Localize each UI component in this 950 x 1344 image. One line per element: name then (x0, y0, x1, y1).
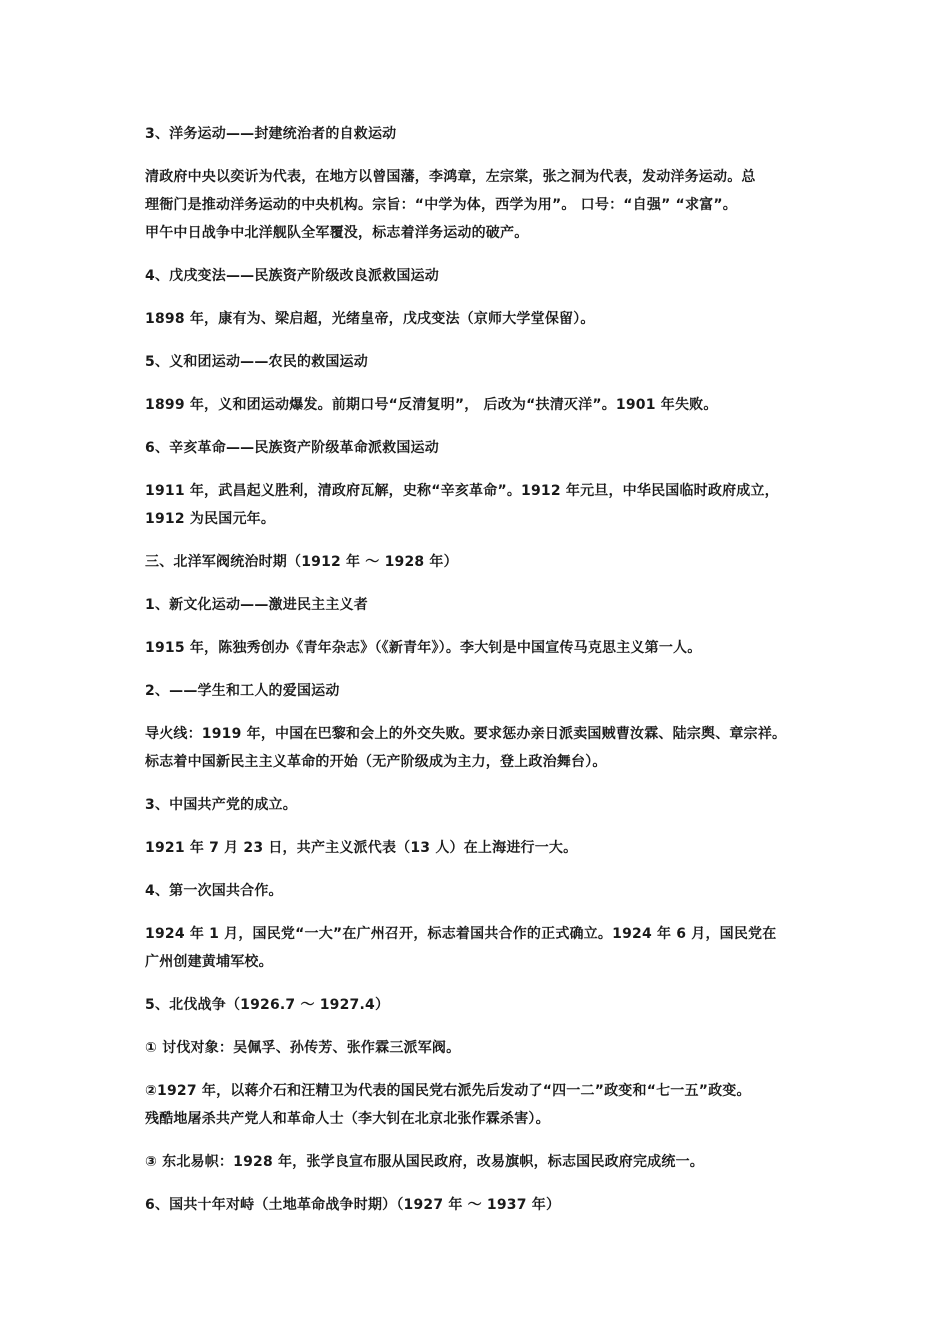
heading-beiyang (145, 548, 825, 576)
text-line: 理衙门是推动洋务运动的中央机构。宗旨：“中学为体，西学为用”。 口号：“自强” “求富”。 (145, 197, 737, 213)
text-line: 导火线：1919 年，中国在巴黎和会上的外交失败。要求惩办亲日派卖国贼曹汝霖、陆宗舆、章宗祥。 (145, 726, 787, 742)
paragraph-xinhai (145, 477, 825, 533)
text-line: 1899 年，义和团运动爆发。前期口号“反清复明”， 后改为“扶清灭洋”。1901 年失败。 (145, 397, 718, 413)
paragraph-guogong (145, 920, 825, 976)
text-line: 4、戊戌变法——民族资产阶级改良派救国运动 (145, 268, 439, 284)
text-line: 6、辛亥革命——民族资产阶级革命派救国运动 (145, 440, 439, 456)
text-line: 1921 年 7 月 23 日，共产主义派代表（13 人）在上海进行一大。 (145, 840, 578, 856)
text-line: 甲午中日战争中北洋舰队全军覆没，标志着洋务运动的破产。 (145, 225, 529, 241)
text-line: 5、义和团运动——农民的救国运动 (145, 354, 368, 370)
text-line: 1911 年，武昌起义胜利，清政府瓦解，史称“辛亥革命”。1912 年元旦，中华民国临时政府成立， (145, 483, 779, 499)
paragraph-beifa-1 (145, 1034, 825, 1062)
text-line: ① 讨伐对象：吴佩孚、孙传芳、张作霖三派军阀。 (145, 1040, 461, 1056)
text-line: ③ 东北易帜：1928 年，张学良宣布服从国民政府，改易旗帜，标志国民政府完成统一。 (145, 1154, 704, 1170)
heading-yihetuan (145, 348, 825, 376)
heading-beifa (145, 991, 825, 1019)
paragraph-yihetuan (145, 391, 825, 419)
paragraph-gongchandang (145, 834, 825, 862)
text-line: 5、北伐战争（1926.7 ～ 1927.4） (145, 997, 390, 1013)
text-line: 3、中国共产党的成立。 (145, 797, 297, 813)
text-line: 1、新文化运动——激进民主主义者 (145, 597, 368, 613)
text-line: 1924 年 1 月，国民党“一大”在广州召开，标志着国共合作的正式确立。1924 年 6 月，国民党在 (145, 926, 777, 942)
text-line: 1915 年，陈独秀创办《青年杂志》（《新青年》）。李大钊是中国宣传马克思主义第一人。 (145, 640, 702, 656)
paragraph-xinwenhua (145, 634, 825, 662)
paragraph-aiguo (145, 720, 825, 776)
heading-yangwu (145, 120, 825, 148)
text-line: 4、第一次国共合作。 (145, 883, 283, 899)
text-line: 2、——学生和工人的爱国运动 (145, 683, 340, 699)
text-line: 标志着中国新民主主义革命的开始（无产阶级成为主力，登上政治舞台）。 (145, 754, 607, 770)
text-line: 3、洋务运动——封建统治者的自救运动 (145, 126, 397, 142)
paragraph-yangwu (145, 163, 825, 247)
text-line: 1912 为民国元年。 (145, 511, 276, 527)
text-line: 广州创建黄埔军校。 (145, 954, 273, 970)
paragraph-wuxu (145, 305, 825, 333)
document-body (145, 120, 825, 1234)
heading-xinwenhua (145, 591, 825, 619)
paragraph-beifa-2 (145, 1077, 825, 1133)
heading-gongchandang (145, 791, 825, 819)
heading-guogong (145, 877, 825, 905)
text-line: ②1927 年，以蒋介石和汪精卫为代表的国民党右派先后发动了“四一二”政变和“七一五”政变。 (145, 1083, 751, 1099)
heading-xinhai (145, 434, 825, 462)
heading-shinian (145, 1191, 825, 1219)
text-line: 清政府中央以奕䜣为代表，在地方以曾国藩，李鸿章，左宗棠，张之洞为代表，发动洋务运动。总 (145, 169, 756, 185)
text-line: 6、国共十年对峙（土地革命战争时期）（1927 年 ～ 1937 年） (145, 1197, 561, 1213)
text-line: 1898 年，康有为、梁启超，光绪皇帝，戊戌变法（京师大学堂保留）。 (145, 311, 595, 327)
heading-aiguo (145, 677, 825, 705)
paragraph-beifa-3 (145, 1148, 825, 1176)
heading-wuxu (145, 262, 825, 290)
text-line: 三、北洋军阀统治时期（1912 年 ～ 1928 年） (145, 554, 458, 570)
text-line: 残酷地屠杀共产党人和革命人士（李大钊在北京北张作霖杀害）。 (145, 1111, 550, 1127)
